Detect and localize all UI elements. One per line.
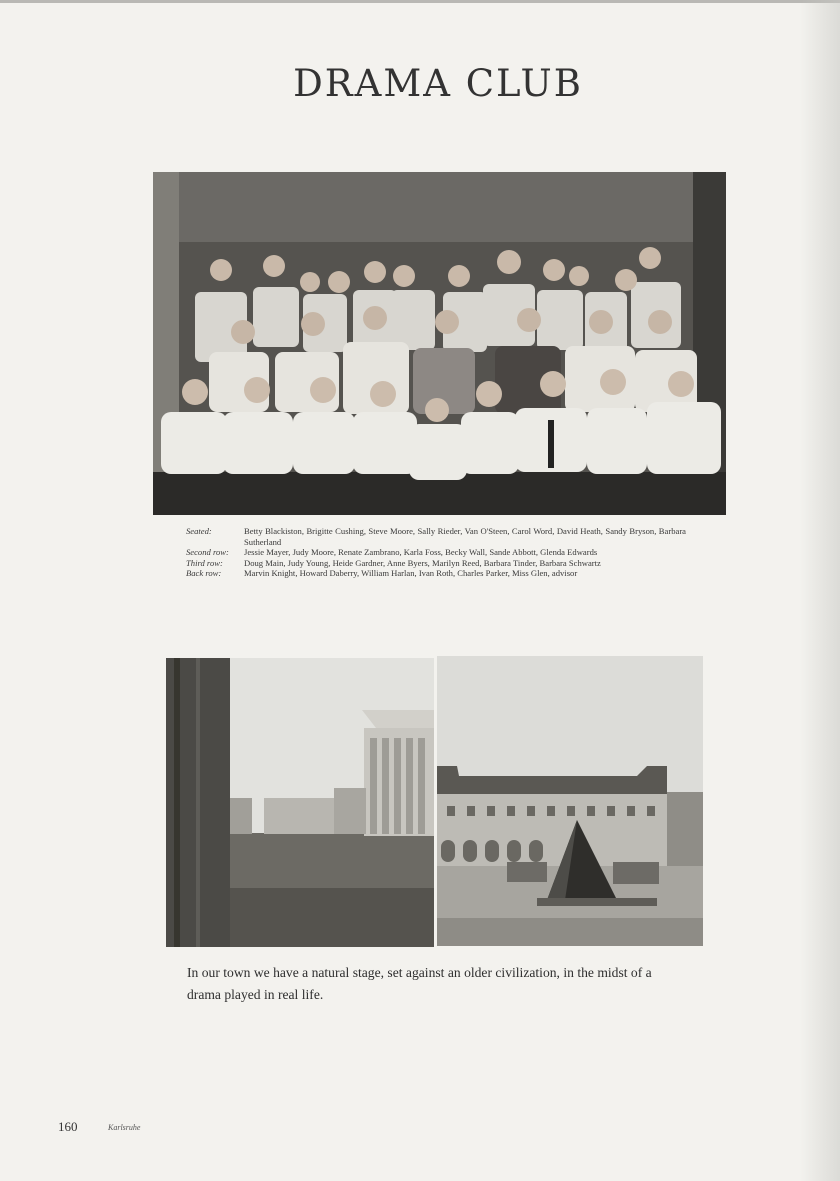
top-rule [0, 0, 840, 3]
page-title: DRAMA CLUB [293, 62, 583, 105]
caption-label: Second row: [186, 547, 229, 558]
pyramid-square-photo [437, 656, 703, 946]
caption-row-third [186, 558, 686, 569]
caption-names: Jessie Mayer, Judy Moore, Renate Zambrano, Karla Foss, Becky Wall, Sande Abbott, Glenda Edwards [244, 547, 598, 558]
caption-label: Seated: [186, 526, 212, 536]
body-text: In our town we have a natural stage, set against an older civilization, in the midst of a drama played in real life. [187, 965, 652, 1002]
page-number: 160 [58, 1119, 78, 1134]
caption-row-second [186, 547, 686, 558]
running-head: Karlsruhe [108, 1123, 141, 1132]
photo-caption [186, 526, 686, 579]
theatre-columns-photo [166, 658, 434, 947]
caption-names: Betty Blackiston, Brigitte Cushing, Steve Moore, Sally Rieder, Van O'Steen, Carol Word, David Heath, Sandy Bryson, Barbara Sutherland [244, 526, 686, 547]
group-photo [153, 172, 726, 515]
caption-label: Third row: [186, 557, 223, 568]
caption-row-back [186, 568, 686, 579]
caption-names: Doug Main, Judy Young, Heide Gardner, Anne Byers, Marilyn Reed, Barbara Tinder, Barbara Schwartz [244, 557, 601, 568]
caption-label: Back row: [186, 568, 222, 579]
caption-names: Marvin Knight, Howard Daberry, William Harlan, Ivan Roth, Charles Parker, Miss Glen, advisor [244, 568, 578, 579]
caption-row-seated [186, 526, 686, 547]
page-edge-shadow [800, 0, 840, 1181]
